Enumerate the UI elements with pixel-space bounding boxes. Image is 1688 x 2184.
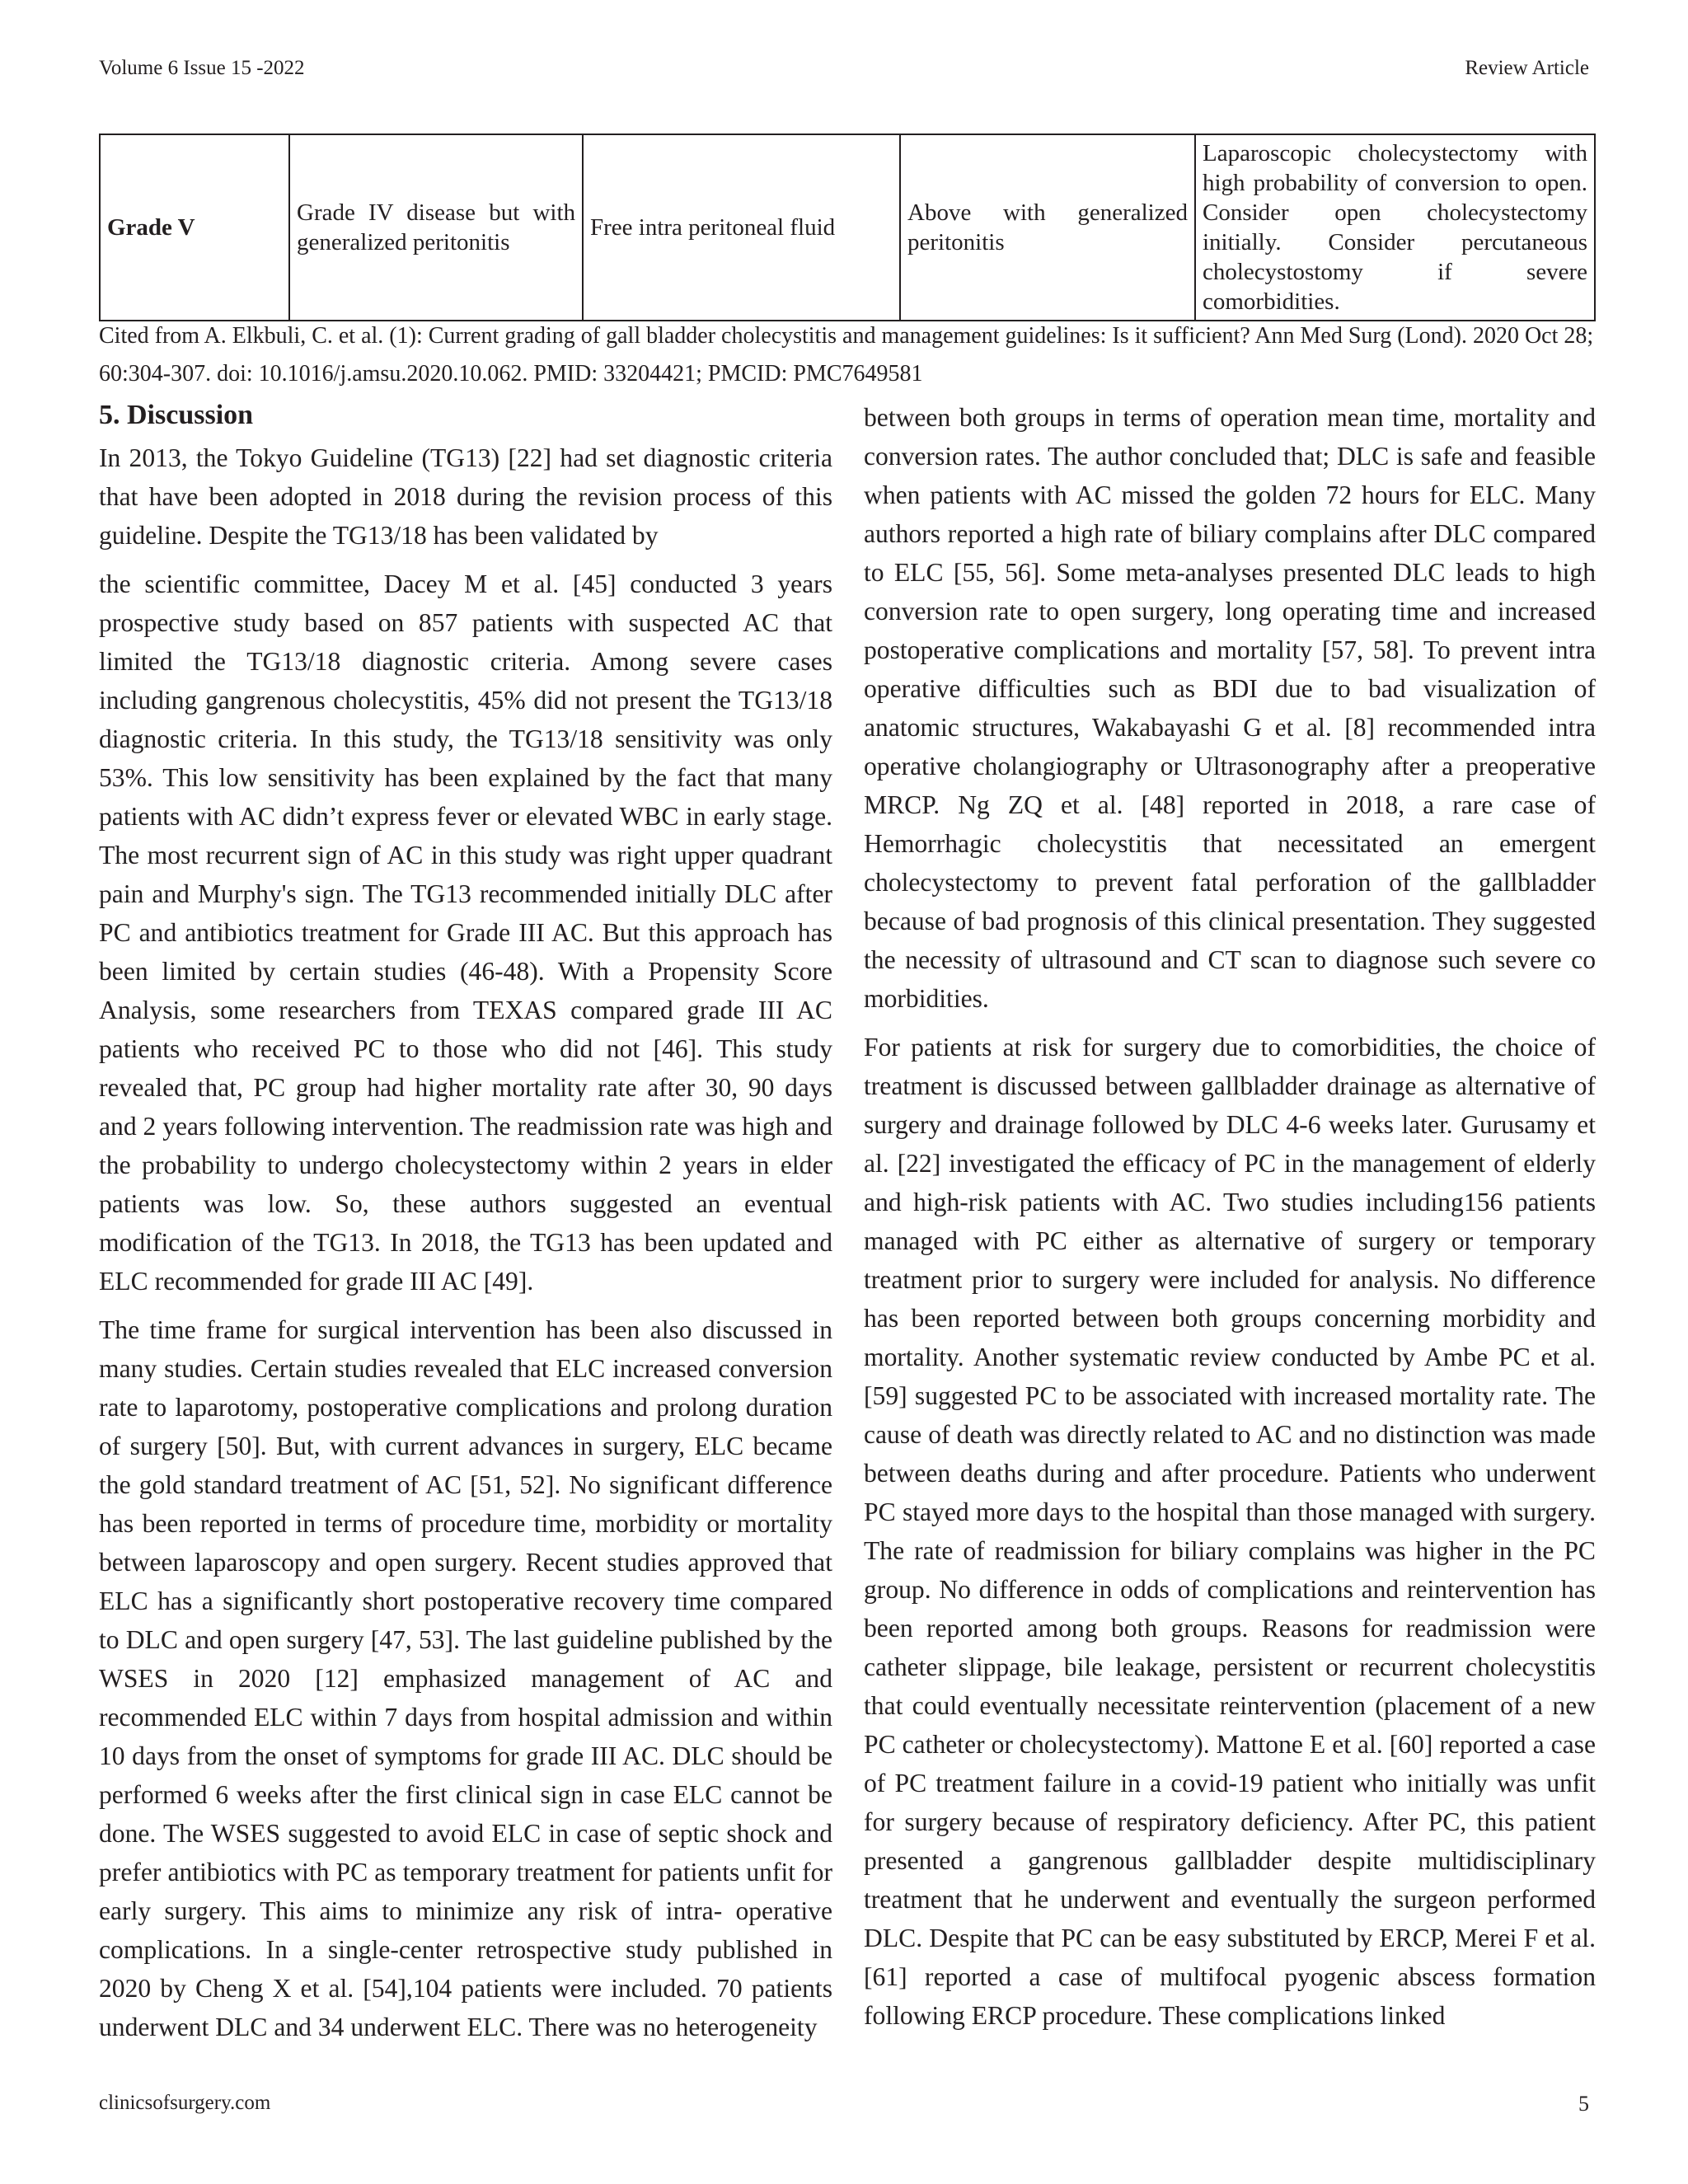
paragraph: between both groups in terms of operation mean time, mortality and conversion rates. The author concluded that; DLC is safe and feasible when patients with AC missed the golden 72 hours for ELC. Many authors reported a high rate of biliary complains after DLC compared to ELC [55, 56]. Some meta-analyses presented DLC leads to high conversion rate to open surgery, long operating time and increased postoperative complications and mortality [57, 58]. To prevent intra operative difficulties such as BDI due to bad visualization of anatomic structures, Wakabayashi G et al. [8] recommended intra operative cholangiography or Ultrasonography after a preoperative MRCP. Ng ZQ et al. [48] reported in 2018, a rare case of Hemorrhagic cholecystitis that necessitated an emergent cholecystectomy to prevent fatal perforation of the gallbladder because of bad prognosis of this clinical presentation. They suggested the necessity of ultrasound and CT scan to diagnose such severe co morbidities. <box>864 403 1596 1013</box>
paragraph: the scientific committee, Dacey M et al. [45] conducted 3 years prospective study based on 857 patients with suspected AC that limited the TG13/18 diagnostic criteria. Among severe cases including gangrenous cholecystitis, 45% did not present the TG13/18 diagnostic criteria. In this study, the TG13/18 sensitivity was only 53%. This low sensitivity has been explained by the fact that many patients with AC didn’t express fever or elevated WBC in early stage. The most recurrent sign of AC in this study was right upper quadrant pain and Murphy's sign. The TG13 recommended initially DLC after PC and antibiotics treatment for Grade III AC. But this approach has been limited by certain studies (46-48). With a Propensity Score Analysis, some researchers from TEXAS compared grade III AC patients who received PC to those who did not [46]. This study revealed that, PC group had higher mortality rate after 30, 90 days and 2 years following intervention. The readmission rate was high and the probability to undergo cholecystectomy within 2 years in elder patients was low. So, these authors suggested an eventual modification of the TG13. In 2018, the TG13 has been updated and ELC recommended for grade III AC [49]. <box>99 569 832 1296</box>
journal-volume-header: Volume 6 Issue 15 -2022 <box>99 57 305 79</box>
grade-cell: Grade V <box>100 134 289 321</box>
table-row <box>100 134 1595 321</box>
right-column <box>864 398 1596 2045</box>
paragraph: The time frame for surgical intervention has been also discussed in many studies. Certain studies revealed that ELC increased conversion rate to laparotomy, postoperative complications and prolong duration of surgery [50]. But, with current advances in surgery, ELC became the gold standard treatment of AC [51, 52]. No significant difference has been reported in terms of procedure time, morbidity or mortality between laparoscopy and open surgery. Recent studies approved that ELC has a significantly short postoperative recovery time compared to DLC and open surgery [47, 53]. The last guideline published by the WSES in 2020 [12] emphasized management of AC and recommended ELC within 7 days from hospital admission and within 10 days from the onset of symptoms for grade III AC. DLC should be performed 6 weeks after the first clinical sign in case ELC cannot be done. The WSES suggested to avoid ELC in case of septic shock and prefer antibiotics with PC as temporary treatment for patients unfit for early surgery. This aims to minimize any risk of intra- operative complications. In a single-center retrospective study published in 2020 by Cheng X et al. [54],104 patients were included. 70 patients underwent DLC and 34 underwent ELC. There was no heterogeneity <box>99 1315 832 2041</box>
clinical-cell: Grade IV disease but with generalized peritonitis <box>289 134 583 321</box>
article-type-header: Review Article <box>1465 57 1589 79</box>
left-column <box>99 396 832 2056</box>
management-cell: Laparoscopic cholecystectomy with high probability of conversion to open. Consider open cholecystectomy initially. Consider percutaneous cholecystostomy if severe comorbidities. <box>1195 134 1595 321</box>
grade-table <box>99 134 1596 321</box>
paragraph: In 2013, the Tokyo Guideline (TG13) [22] had set diagnostic criteria that have been adopted in 2018 during the revision process of this guideline. Despite the TG13/18 has been validated by <box>99 443 832 550</box>
operative-cell: Above with generalized peritonitis <box>900 134 1195 321</box>
table-citation: Cited from A. Elkbuli, C. et al. (1): Current grading of gall bladder cholecystitis and management guidelines: Is it sufficient? Ann Med Surg (Lond). 2020 Oct 28; 60:304-307. doi: 10.1016/j.amsu.2020.10.062. PMID: 33204421; PMCID: PMC7649581 <box>99 323 1594 387</box>
paragraph: For patients at risk for surgery due to comorbidities, the choice of treatment is discussed between gallbladder drainage as alternative of surgery and drainage followed by DLC 4-6 weeks later. Gurusamy et al. [22] investigated the efficacy of PC in the management of elderly and high-risk patients with AC. Two studies including156 patients managed with PC either as alternative of surgery or temporary treatment prior to surgery were included for analysis. No difference has been reported between both groups concerning morbidity and mortality. Another systematic review conducted by Ambe PC et al. [59] suggested PC to be associated with increased mortality rate. The cause of death was directly related to AC and no distinction was made between deaths during and after procedure. Patients who underwent PC stayed more days to the hospital than those managed with surgery. The rate of readmission for biliary complains was higher in the PC group. No difference in odds of complications and reintervention has been reported among both groups. Reasons for readmission were catheter slippage, bile leakage, persistent or recurrent cholecystitis that could eventually necessitate reintervention (placement of a new PC catheter or cholecystectomy). Mattone E et al. [60] reported a case of PC treatment failure in a covid-19 patient who initially was unfit for surgery because of respiratory deficiency. After PC, this patient presented a gangrenous gallbladder despite multidisciplinary treatment that he underwent and eventually the surgeon performed DLC. Despite that PC can be easy substituted by ERCP, Merei F et al. [61] reported a case of multifocal pyogenic abscess formation following ERCP procedure. These complications linked <box>864 1033 1596 2030</box>
imaging-cell: Free intra peritoneal fluid <box>583 134 900 321</box>
section-heading: 5. Discussion <box>99 400 254 430</box>
page-number: 5 <box>1578 2092 1589 2116</box>
footer-site: clinicsofsurgery.com <box>99 2092 271 2114</box>
